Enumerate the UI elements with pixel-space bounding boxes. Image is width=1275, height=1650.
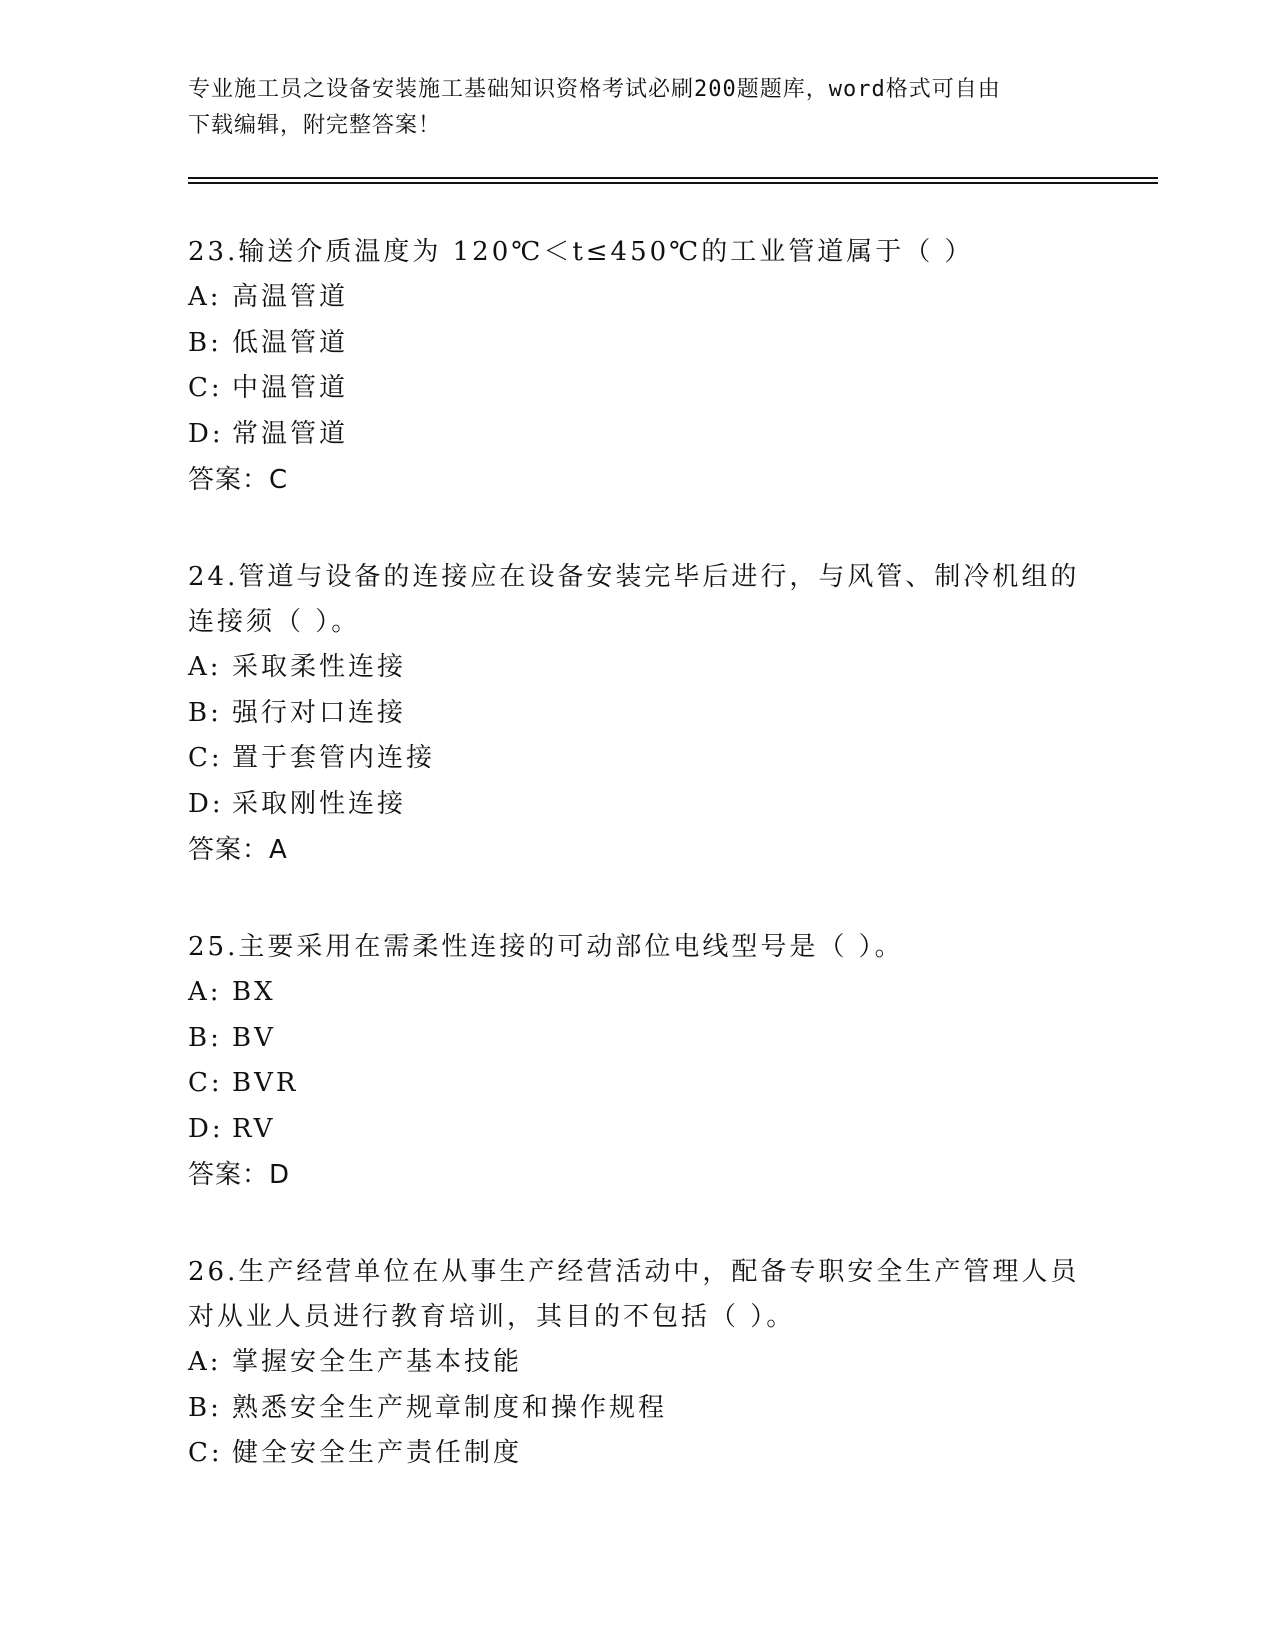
- option-key: A:: [188, 282, 222, 312]
- answer-option: [188, 970, 1108, 1016]
- answer-option: [188, 275, 1108, 321]
- option-key: C:: [188, 743, 223, 773]
- option-key: D:: [188, 418, 224, 449]
- question-stem-line: 连接须（ ）。: [188, 607, 361, 637]
- answer-option: [188, 366, 1108, 412]
- answer-line: 答案：C: [188, 465, 289, 495]
- answer-option: [188, 691, 1108, 737]
- answer-option: [188, 736, 1108, 782]
- header-line-2: 下载编辑，附完整答案！: [188, 113, 442, 138]
- option-key: B:: [188, 327, 222, 358]
- answer-option: [188, 1386, 1108, 1432]
- option-text: 健全安全生产责任制度: [232, 1438, 523, 1468]
- option-key: A:: [188, 1347, 222, 1377]
- question-stem-line: 24.管道与设备的连接应在设备安装完毕后进行，与风管、制冷机组的: [188, 562, 1080, 592]
- question-stem-line: 对从业人员进行教育培训，其目的不包括（ ）。: [188, 1302, 796, 1332]
- option-text: BVR: [232, 1068, 299, 1098]
- option-key: B:: [188, 1022, 222, 1053]
- answer-option: [188, 1107, 1108, 1153]
- answer-line: 答案：A: [188, 835, 288, 865]
- option-key: C:: [188, 1438, 223, 1468]
- option-key: C:: [188, 373, 223, 403]
- question-stem-line: 26.生产经营单位在从事生产经营活动中，配备专职安全生产管理人员: [188, 1257, 1080, 1287]
- document-header: [188, 72, 1088, 144]
- option-text: 采取柔性连接: [232, 652, 407, 682]
- header-rule-top: [188, 177, 1158, 179]
- header-rule-bottom: [188, 182, 1158, 184]
- answer-option: [188, 1340, 1108, 1386]
- option-key: D:: [188, 788, 224, 819]
- question-stem-line: 25.主要采用在需柔性连接的可动部位电线型号是（ ）。: [188, 932, 904, 962]
- option-text: 熟悉安全生产规章制度和操作规程: [232, 1392, 668, 1423]
- answer-option: [188, 782, 1108, 828]
- option-text: 常温管道: [232, 418, 349, 449]
- question-list: [188, 230, 1108, 1529]
- option-key: C:: [188, 1068, 223, 1098]
- option-key: A:: [188, 977, 222, 1007]
- option-text: 掌握安全生产基本技能: [232, 1347, 523, 1377]
- option-text: 强行对口连接: [232, 697, 407, 728]
- answer-option: [188, 1016, 1108, 1062]
- answer-line: 答案：D: [188, 1160, 291, 1190]
- option-text: RV: [232, 1113, 276, 1144]
- question-stem-line: 23.输送介质温度为 120℃＜t≤450℃的工业管道属于（ ）: [188, 237, 974, 267]
- option-text: 低温管道: [232, 327, 349, 358]
- answer-option: [188, 1431, 1108, 1477]
- option-key: B:: [188, 1392, 222, 1423]
- answer-option: [188, 412, 1108, 458]
- option-key: B:: [188, 697, 222, 728]
- answer-option: [188, 645, 1108, 691]
- option-text: BV: [232, 1022, 276, 1053]
- option-text: BX: [232, 977, 276, 1007]
- option-text: 中温管道: [232, 373, 349, 403]
- header-line-1: 专业施工员之设备安装施工基础知识资格考试必刷200题题库，word格式可自由: [188, 77, 1001, 102]
- option-text: 采取刚性连接: [232, 788, 407, 819]
- option-text: 置于套管内连接: [232, 743, 436, 773]
- option-key: A:: [188, 652, 222, 682]
- option-text: 高温管道: [232, 282, 349, 312]
- question-block: [188, 925, 1108, 1198]
- answer-option: [188, 1061, 1108, 1107]
- question-block: [188, 1250, 1108, 1477]
- answer-option: [188, 321, 1108, 367]
- option-key: D:: [188, 1113, 224, 1144]
- question-block: [188, 230, 1108, 503]
- question-block: [188, 555, 1108, 873]
